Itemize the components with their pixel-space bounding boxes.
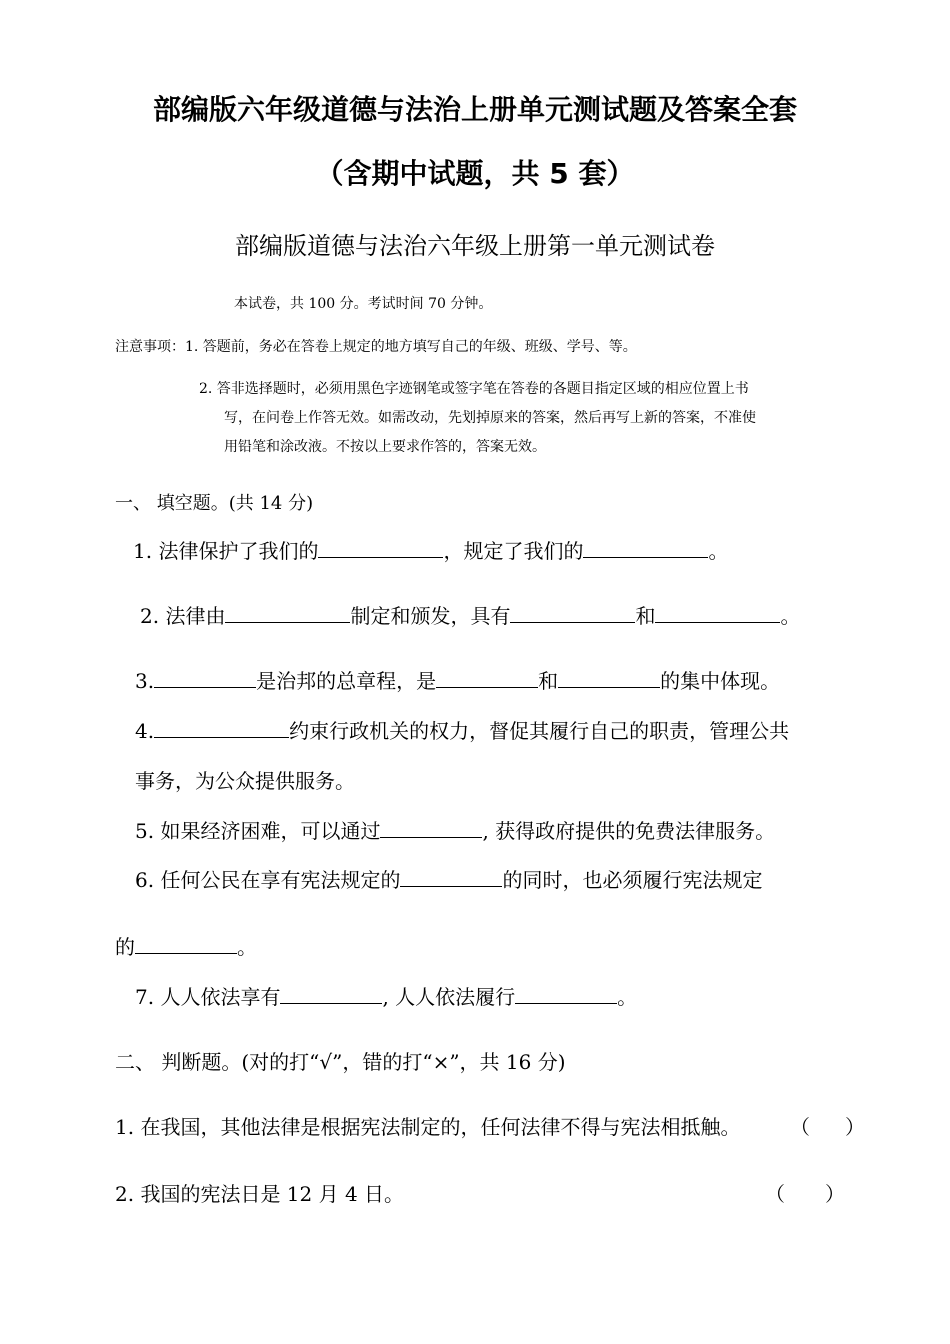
q4-text-a: 4. bbox=[135, 719, 155, 743]
fill-question-5 bbox=[135, 815, 775, 844]
q5-text-a: 5. 如果经济困难，可以通过 bbox=[135, 819, 381, 843]
q1-text-a: 1. 法律保护了我们的 bbox=[133, 539, 319, 563]
judge-question-2: 2. 我国的宪法日是 12 月 4 日。 bbox=[115, 1182, 405, 1206]
judge-question-1: 1. 在我国，其他法律是根据宪法制定的，任何法律不得与宪法相抵触。 bbox=[115, 1115, 741, 1139]
fill-question-4-cont: 事务，为公众提供服务。 bbox=[135, 769, 355, 793]
q6-text-d: 。 bbox=[237, 935, 257, 959]
fill-question-1 bbox=[133, 535, 728, 564]
q5-text-b: , 获得政府提供的免费法律服务。 bbox=[482, 819, 776, 843]
judge-q2-paren-open: （ bbox=[765, 1182, 785, 1206]
note-2-line-3: 用铅笔和涂改液。不按以上要求作答的，答案无效。 bbox=[224, 439, 546, 455]
notes-line-1 bbox=[115, 336, 637, 356]
q3-blank-1[interactable] bbox=[154, 665, 256, 688]
judge-q1-paren-close: ） bbox=[845, 1115, 865, 1139]
document-title-line2: （含期中试题，共 5 套） bbox=[315, 157, 635, 190]
note-2-line-2: 写，在问卷上作答无效。如需改动，先划掉原来的答案，然后再写上新的答案，不准使 bbox=[224, 410, 756, 426]
q2-text-a: 2. 法律由 bbox=[140, 604, 226, 628]
q6-text-c: 的 bbox=[115, 935, 135, 959]
q3-text-a: 3. bbox=[135, 669, 155, 693]
fill-question-7 bbox=[135, 981, 637, 1010]
fill-question-6 bbox=[135, 864, 762, 893]
q4-text-b: 约束行政机关的权力，督促其履行自己的职责，管理公共 bbox=[289, 719, 790, 743]
fill-question-6-cont bbox=[115, 931, 257, 960]
q2-blank-3[interactable] bbox=[655, 600, 780, 623]
q1-blank-1[interactable] bbox=[318, 535, 443, 558]
q3-text-d: 的集中体现。 bbox=[660, 669, 781, 693]
q2-blank-2[interactable] bbox=[510, 600, 635, 623]
q1-blank-2[interactable] bbox=[583, 535, 708, 558]
section-2-heading: 二、 判断题。(对的打“√”，错的打“×”，共 16 分) bbox=[115, 1050, 566, 1074]
q3-text-c: 和 bbox=[538, 669, 559, 693]
judge-q1-paren-open: （ bbox=[790, 1115, 810, 1139]
q1-text-c: 。 bbox=[708, 539, 729, 563]
test-subtitle: 部编版道德与法治六年级上册第一单元测试卷 bbox=[235, 232, 715, 260]
q5-blank-1[interactable] bbox=[380, 815, 482, 838]
q1-text-b: ，规定了我们的 bbox=[443, 539, 584, 563]
q7-blank-1[interactable] bbox=[280, 981, 382, 1004]
note-2-line-1: 2. 答非选择题时，必须用黑色字迹钢笔或签字笔在答卷的各题目指定区域的相应位置上书 bbox=[199, 381, 749, 397]
document-title-line1: 部编版六年级道德与法治上册单元测试题及答案全套 bbox=[152, 93, 797, 126]
q2-text-c: 和 bbox=[635, 604, 656, 628]
q3-blank-3[interactable] bbox=[558, 665, 660, 688]
q7-blank-2[interactable] bbox=[515, 981, 617, 1004]
judge-q2-paren-close: ） bbox=[825, 1182, 845, 1206]
q7-text-c: 。 bbox=[617, 985, 638, 1009]
q7-text-b: , 人人依法履行 bbox=[382, 985, 516, 1009]
fill-question-2 bbox=[140, 600, 800, 629]
fill-question-3 bbox=[135, 665, 780, 694]
section-1-heading: 一、 填空题。(共 14 分) bbox=[115, 493, 314, 514]
q6-text-b: 的同时，也必须履行宪法规定 bbox=[502, 868, 763, 892]
q3-blank-2[interactable] bbox=[436, 665, 538, 688]
exam-info: 本试卷，共 100 分。考试时间 70 分钟。 bbox=[234, 296, 493, 312]
q6-text-a: 6. 任何公民在享有宪法规定的 bbox=[135, 868, 401, 892]
fill-question-4 bbox=[135, 715, 789, 744]
q6-blank-1[interactable] bbox=[400, 864, 502, 887]
q2-blank-1[interactable] bbox=[225, 600, 350, 623]
notes-label: 注意事项： bbox=[115, 339, 185, 355]
q2-text-d: 。 bbox=[780, 604, 801, 628]
q4-blank-1[interactable] bbox=[154, 715, 289, 738]
q6-blank-2[interactable] bbox=[135, 931, 237, 954]
q7-text-a: 7. 人人依法享有 bbox=[135, 985, 281, 1009]
q3-text-b: 是治邦的总章程，是 bbox=[256, 669, 437, 693]
note-1: 1. 答题前，务必在答卷上规定的地方填写自己的年级、班级、学号、等。 bbox=[185, 339, 637, 355]
q2-text-b: 制定和颁发，具有 bbox=[350, 604, 511, 628]
